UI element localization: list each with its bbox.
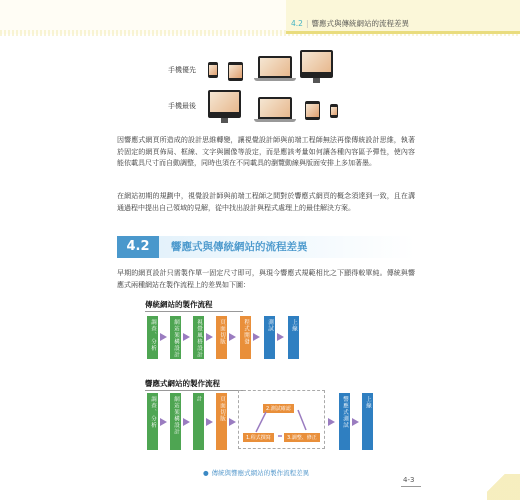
- flow-step: 網站架構設計: [170, 393, 181, 450]
- laptop-icon: [258, 97, 292, 119]
- monitor-icon: [300, 50, 333, 78]
- arrow-icon: [352, 418, 359, 426]
- flow-step: 響應式測試: [339, 393, 350, 450]
- paragraph: 在網站初期的規劃中，視覺設計師與前端工程師之間對於響應式網頁的概念須達到一致，且在溝通過程中提出自己領域的見解，從中找出設計與程式處理上的最佳解決方案。: [117, 192, 415, 212]
- flow-step: 視覺風格設計: [193, 316, 204, 359]
- section-number: 4.2: [117, 236, 159, 258]
- arrow-icon: [277, 333, 284, 341]
- flow-step: 上線: [288, 316, 299, 359]
- arrow-icon: [160, 333, 167, 341]
- running-header: 4.2 | 響應式與傳統網站的流程差異: [291, 19, 409, 28]
- header-rule: [286, 31, 520, 34]
- flow-step: 程式開發: [240, 316, 251, 359]
- flow-step: 調查、分析: [147, 316, 158, 359]
- page-number: 4-3: [403, 476, 415, 484]
- flow-step: 上線: [362, 393, 373, 450]
- title-underline: [145, 311, 243, 312]
- loop-step-fix: 3.調整、修正: [284, 433, 320, 442]
- flow-step: 頁面切版: [216, 316, 227, 359]
- bullet-icon: ●: [203, 469, 209, 477]
- paragraph: 因響應式網頁所造成的設計思維轉變，讓視覺設計師與前端工程師無法再像傳統設計思維，執著於固定的網頁佈局、框線、文字與圖像等設定，而是應該考量如何讓各種內容區予彈性，使內容能依載具尺寸而自動調整，同時也須在不同載具的瀏覽動線與版面安排上多加著墨。: [117, 136, 415, 167]
- flow-step: 各裝置頁面視覺風格設計: [193, 393, 204, 450]
- laptop-icon: [258, 56, 292, 78]
- flow-step: 頁面切版: [216, 393, 227, 450]
- header-section-number: 4.2: [291, 19, 303, 28]
- phone-icon: [330, 104, 338, 118]
- arrow-icon: [229, 418, 236, 426]
- arrow-icon: [206, 418, 213, 426]
- loop-step-test: 2.測試確認: [263, 404, 294, 413]
- tablet-icon: [305, 101, 320, 120]
- loop-step-code: 1.程式撰寫: [243, 433, 274, 442]
- page-number-rule: [401, 486, 421, 487]
- title-underline: [145, 390, 243, 391]
- figure-caption: ● 傳統與響應式網站的製作流程差異: [203, 469, 310, 477]
- header-title: 響應式與傳統網站的流程差異: [311, 19, 409, 28]
- mobile-first-label: 手機優先: [168, 66, 196, 74]
- arrow-icon: [160, 418, 167, 426]
- loop-arrows: [238, 390, 326, 450]
- arrow-icon: [253, 333, 260, 341]
- section-title: 響應式與傳統網站的流程差異: [171, 241, 308, 253]
- arrow-icon: [229, 333, 236, 341]
- tablet-icon: [228, 62, 243, 81]
- paragraph: 早期的網頁設計只需製作單一固定尺寸即可，與現今響應式規範相比之下顯得較單純。傳統與響應式兩種網站在製作流程上的差異如下圖：: [117, 269, 415, 289]
- phone-icon: [208, 62, 218, 78]
- section-heading: [117, 236, 417, 258]
- page-corner-decoration: [487, 474, 520, 500]
- flow-step: 網站架構設計: [170, 316, 181, 359]
- arrow-icon: [206, 333, 213, 341]
- arrow-icon: [183, 333, 190, 341]
- flow-step: 調查、分析: [147, 393, 158, 450]
- monitor-icon: [208, 90, 241, 118]
- arrow-icon: [183, 418, 190, 426]
- mobile-last-label: 手機最後: [168, 102, 196, 110]
- flow-step: 測試: [264, 316, 275, 359]
- responsive-flow-title: 響應式網站的製作流程: [145, 379, 220, 388]
- traditional-flow-title: 傳統網站的製作流程: [145, 300, 213, 309]
- arrow-icon: [328, 418, 335, 426]
